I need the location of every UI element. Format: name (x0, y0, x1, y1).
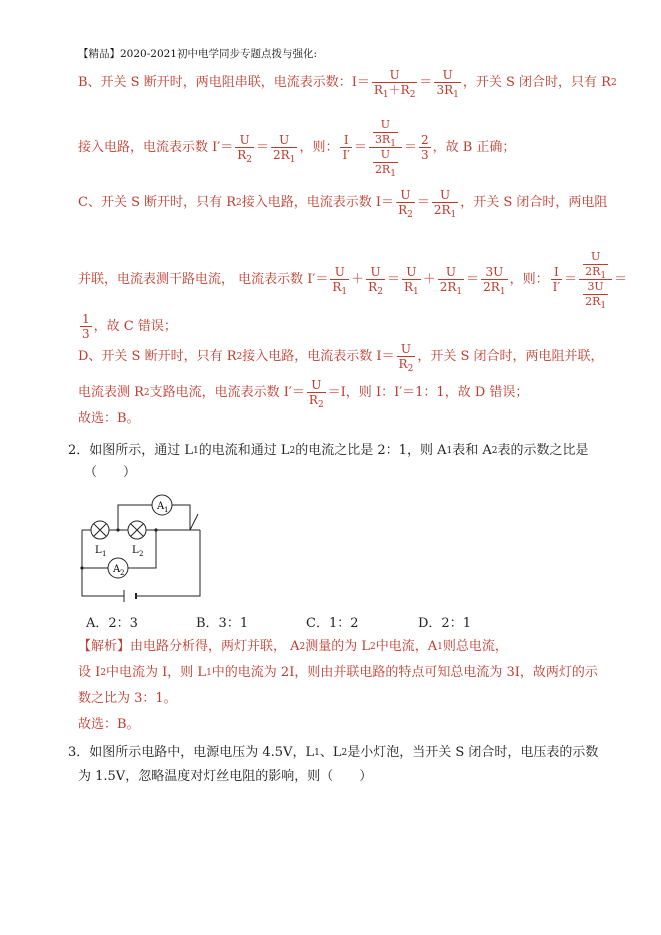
equals: ＝ (403, 139, 417, 155)
fraction: $\frac{U}{R_1}$ (403, 265, 419, 297)
option-c-line-1: C、开关 S 断开时，只有 R 2 接入电路，电流表示数 I＝ $\frac{U}{R_2}$ ＝ $\frac{U}{2R_1}$ ，开关 S 闭合时，两电阻 (78, 188, 608, 220)
option-d-line-2: 电流表测 R 2 支路电流，电流表示数 I′＝ $\frac{U}{R_2}$ ＝I，则 I：I′＝1：1，故 D 错误； (78, 378, 529, 410)
numerator: U (442, 68, 453, 82)
a2-label: A (113, 564, 121, 575)
fraction: $\frac{U}{R_2}$ (398, 342, 414, 374)
option-d[interactable]: D．2：1 (418, 616, 471, 631)
svg-text:1: 1 (164, 506, 169, 514)
text: ，开关 S 闭合时，两电阻 (460, 194, 608, 210)
text: ，故 C 错误； (93, 318, 177, 334)
result-fraction: $\frac{1}{3}$ (82, 312, 90, 341)
fraction (434, 68, 460, 100)
option-d-line-1: D、开关 S 断开时，只有 R 2 接入电路，电流表示数 I＝ $\frac{U}{R_2}$ ，开关 S 闭合时，两电阻并联， (78, 342, 604, 374)
fraction: $\frac{U}{R_2}$ (308, 378, 324, 410)
lamp-l2-icon (128, 521, 146, 539)
question-3-line-2: 为 1.5V，忽略温度对灯丝电阻的影响，则（ ） (78, 769, 373, 784)
text: 接入电路，电流表示数 I′＝ (78, 139, 234, 155)
option-b-line-1: B、开关 S 断开时，两电阻串联，电流表示数：I＝ $\frac{U}{R_1+R_2}$ ＝ $\frac{U}{3R_1}$ ，开关 S 闭合时，只有 R 2 (78, 68, 617, 100)
numerator: U (389, 68, 400, 82)
circuit-svg (80, 490, 220, 606)
text: B、开关 S 断开时，两电阻串联，电流表示数：I＝ (78, 74, 370, 90)
analysis-line-3: 数之比为 3：1。 (78, 691, 177, 706)
equals: ＝ (419, 74, 433, 90)
l2-label: L (132, 545, 139, 556)
analysis-answer: 故选：B。 (78, 717, 140, 732)
option-a[interactable]: A．2：3 (86, 616, 138, 631)
lamp-l1-icon (91, 521, 109, 539)
fraction: $\frac{U}{R_2}$ (398, 188, 413, 220)
complex-fraction: $\frac{\frac{U}{2R_1}}{\frac{3U}{2R_1}}$ (579, 250, 612, 309)
analysis-line-1: 【解析】 由电路分析得，两灯并联， A 2 测量的为 L 2 中电流，A 1 则总电流， (78, 639, 508, 654)
question-3-line-1: 3．如图所示电路中，电源电压为 4.5V，L 1 、L 2 是小灯泡，当开关 S 闭合时，电压表的示数 (68, 745, 599, 760)
svg-text:2: 2 (120, 569, 125, 577)
l1-label: L (95, 545, 102, 556)
fraction: $\frac{U}{R_2}$ (368, 265, 383, 297)
fraction: $\frac{U}{2R_1}$ (273, 133, 296, 165)
fraction: $\frac{U}{2R_1}$ (439, 265, 463, 297)
option-c[interactable]: C．1：2 (306, 616, 359, 631)
option-c-line-2: 并联，电流表测干路电流， 电流表示数 I′＝ $\frac{U}{R_1}$ ＋ $\frac{U}{R_2}$ ＝ $\frac{U}{R_1}$ ＋ $\frac{U}{2R_1}$ ＝ $\frac{3U}{2R_1}$ ，则： $\frac{I}{I'}$ ＝ $\frac{\frac{U}{2R_1}}{\frac{3U}{2R_1}}$ ＝ (78, 250, 628, 311)
fraction: $\frac{U}{R_1}$ (332, 265, 348, 297)
fraction: $\frac{U}{2R_1}$ (433, 188, 457, 220)
a1-label: A (157, 501, 165, 512)
svg-text:1: 1 (102, 550, 107, 558)
answer-line (78, 410, 140, 428)
text: 接入电路，电流表示数 I＝ (241, 194, 395, 210)
text: ，则： (299, 139, 339, 155)
fraction (372, 68, 418, 100)
page-header: 【精品】2020-2021初中电学同步专题点拨与强化: (78, 48, 318, 60)
answer-text: 故选：B。 (78, 411, 140, 426)
text: ，开关 S 闭合时，只有 R (462, 74, 611, 90)
svg-text:2: 2 (139, 550, 144, 558)
result-fraction: $\frac{2}{3}$ (420, 133, 429, 162)
option-b[interactable]: B．3：1 (196, 616, 249, 631)
denominator: $3R_1$ (436, 83, 459, 100)
equals: ＝ (353, 139, 367, 155)
option-c-line-3 (78, 312, 177, 341)
text: 并联，电流表测干路电流， 电流表示数 I′＝ (78, 271, 329, 287)
equals: ＝ (256, 139, 270, 155)
option-b-line-2 (78, 118, 515, 177)
analysis-line-2: 设 I 2 中电流为 I，则 L 1 中的电流为 2I，则由并联电路的特点可知总电流为 3I，故两灯的示 (78, 665, 598, 680)
fraction: $\frac{3U}{2R_1}$ (483, 265, 506, 297)
text: ，故 B 正确； (432, 139, 516, 155)
fraction: $\frac{U}{R_2}$ (237, 133, 253, 165)
circuit-diagram (80, 490, 220, 610)
complex-fraction: $\frac{\frac{U}{3R_1}}{\frac{U}{2R_1}}$ (369, 118, 402, 177)
denominator: $R_1+R_2$ (373, 83, 416, 100)
question-2-paren: （ ） (84, 465, 137, 480)
question-2-line-1: 2．如图所示，通过 L 1 的电流和通过 L 2 的电流之比是 2：1，则 A 1 表和 A 2 表的示数之比是 (68, 443, 589, 458)
ratio-fraction: $\frac{I}{I'}$ (342, 133, 350, 162)
text: C、开关 S 断开时，只有 R (78, 194, 237, 210)
text: ，则： (509, 271, 549, 287)
ratio-fraction: $\frac{I}{I'}$ (552, 265, 561, 294)
